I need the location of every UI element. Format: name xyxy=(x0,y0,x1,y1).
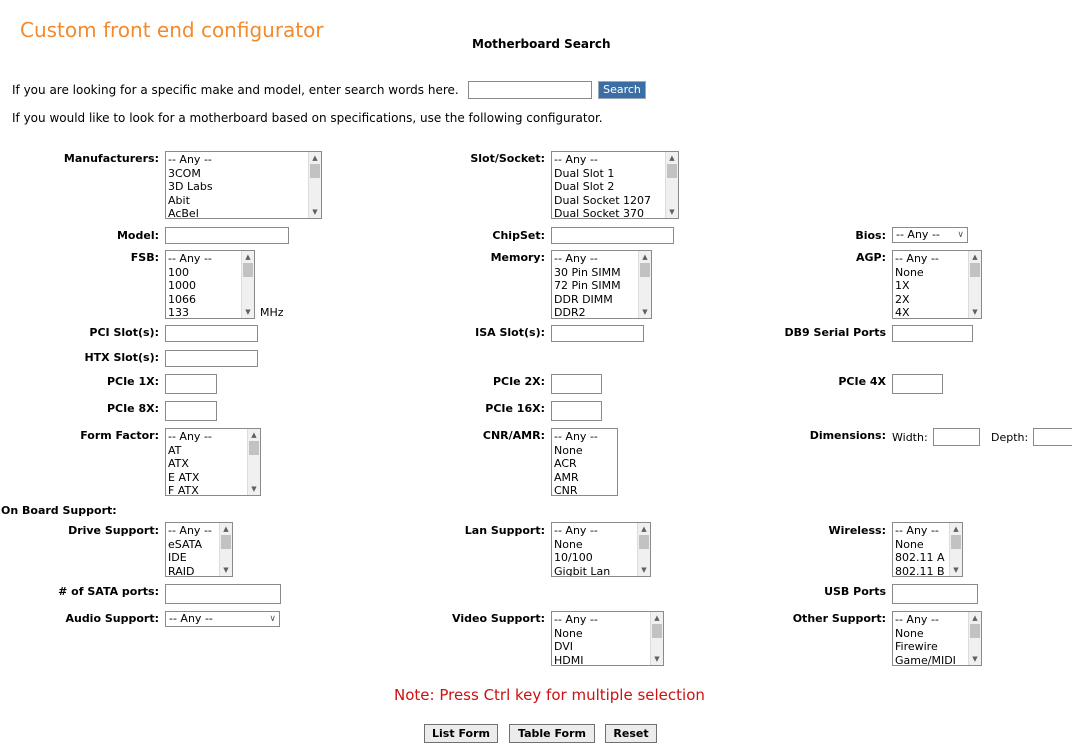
scroll-thumb[interactable] xyxy=(652,624,662,638)
chevron-down-icon[interactable]: ▼ xyxy=(641,566,647,574)
list-option[interactable]: 802.11 B xyxy=(895,564,945,577)
scrollbar[interactable] xyxy=(308,152,321,218)
list-option[interactable]: 3D Labs xyxy=(168,180,213,193)
model-label: Model: xyxy=(116,229,159,242)
chevron-down-icon[interactable]: ▼ xyxy=(312,208,318,216)
agp-label: AGP: xyxy=(855,251,886,264)
db9-serial-input[interactable] xyxy=(892,325,973,342)
list-option[interactable]: 4X xyxy=(895,306,910,319)
pci-slots-label: PCI Slot(s): xyxy=(89,326,159,339)
width-input[interactable] xyxy=(933,428,980,446)
chevron-up-icon[interactable]: ▲ xyxy=(654,614,660,622)
list-option[interactable]: 802.11 A xyxy=(895,551,945,564)
list-option[interactable]: 3COM xyxy=(168,166,201,180)
scroll-thumb[interactable] xyxy=(970,624,980,638)
list-option[interactable]: -- Any -- xyxy=(554,430,598,443)
list-option[interactable]: eSATA xyxy=(168,537,203,551)
chipset-label: ChipSet: xyxy=(492,229,545,242)
list-form-button[interactable]: List Form xyxy=(424,724,498,743)
manufacturers-label: Manufacturers: xyxy=(63,152,159,165)
list-option[interactable]: None xyxy=(554,537,583,551)
width-label: Width: xyxy=(892,431,928,444)
list-option[interactable]: Dual Socket 370 xyxy=(554,207,645,219)
list-option[interactable]: 133 xyxy=(168,306,189,319)
list-option[interactable]: DDR DIMM xyxy=(554,292,613,306)
list-option[interactable]: None xyxy=(554,626,583,640)
chevron-down-icon[interactable]: ▼ xyxy=(223,566,229,574)
htx-slots-input[interactable] xyxy=(165,350,258,367)
list-option[interactable]: 72 Pin SIMM xyxy=(554,279,621,292)
chevron-down-icon[interactable]: ▼ xyxy=(972,655,978,663)
scroll-thumb[interactable] xyxy=(667,164,677,178)
drive-support-label: Drive Support: xyxy=(68,524,159,537)
scrollbar[interactable] xyxy=(665,152,678,218)
bios-select[interactable] xyxy=(892,227,968,243)
pcie-16x-label: PCIe 16X: xyxy=(485,402,545,415)
bios-label: Bios: xyxy=(855,229,886,242)
search-input[interactable] xyxy=(468,81,592,99)
memory-listbox[interactable] xyxy=(551,250,652,319)
scrollbar[interactable] xyxy=(241,251,254,318)
form-factor-listbox[interactable] xyxy=(165,428,261,496)
list-option[interactable]: Game/MIDI xyxy=(895,653,956,666)
pcie-2x-input[interactable] xyxy=(551,374,602,394)
cnr-amr-label: CNR/AMR: xyxy=(482,429,545,442)
scroll-thumb[interactable] xyxy=(639,535,649,549)
list-option[interactable]: AMR xyxy=(554,470,579,484)
usb-ports-input[interactable] xyxy=(892,584,978,604)
sata-ports-input[interactable] xyxy=(165,584,281,604)
dimensions-label: Dimensions: xyxy=(809,429,886,442)
chevron-down-icon[interactable]: ▼ xyxy=(251,485,257,493)
chevron-down-icon: ∨ xyxy=(957,230,964,240)
list-option[interactable]: -- Any -- xyxy=(554,153,598,166)
scrollbar[interactable] xyxy=(949,523,962,576)
table-form-button[interactable]: Table Form xyxy=(509,724,595,743)
list-option[interactable]: Firewire xyxy=(895,640,938,653)
list-option[interactable]: DDR2 xyxy=(554,306,586,319)
brand-title: Custom front end configurator xyxy=(20,18,324,42)
depth-label: Depth: xyxy=(991,431,1029,444)
page-title: Motherboard Search xyxy=(472,37,611,51)
fsb-unit: MHz xyxy=(260,306,284,319)
list-option[interactable]: -- Any -- xyxy=(168,430,212,443)
pcie-2x-label: PCIe 2X: xyxy=(492,375,545,388)
chevron-down-icon[interactable]: ▼ xyxy=(669,208,675,216)
wireless-listbox[interactable] xyxy=(892,522,963,577)
isa-slots-input[interactable] xyxy=(551,325,644,342)
multi-select-note: Note: Press Ctrl key for multiple selection xyxy=(394,686,705,704)
list-option[interactable]: -- Any -- xyxy=(168,524,212,537)
chevron-down-icon[interactable]: ▼ xyxy=(642,308,648,316)
depth-input[interactable] xyxy=(1033,428,1072,446)
chipset-input[interactable] xyxy=(551,227,674,244)
chevron-up-icon[interactable]: ▲ xyxy=(641,525,647,533)
list-option[interactable]: None xyxy=(554,443,583,457)
list-option[interactable]: 10/100 xyxy=(554,551,593,564)
list-option[interactable]: -- Any -- xyxy=(168,252,212,265)
list-option[interactable]: ACR xyxy=(554,457,577,470)
chevron-up-icon[interactable]: ▲ xyxy=(251,431,257,439)
list-option[interactable]: Dual Slot 1 xyxy=(554,166,615,180)
chevron-down-icon[interactable]: ▼ xyxy=(245,308,251,316)
list-option[interactable]: -- Any -- xyxy=(554,252,598,265)
scrollbar[interactable] xyxy=(638,251,651,318)
chevron-down-icon: ∨ xyxy=(269,614,276,624)
chevron-up-icon[interactable]: ▲ xyxy=(312,154,318,162)
pcie-16x-input[interactable] xyxy=(551,401,602,421)
list-option[interactable]: None xyxy=(895,537,924,551)
list-option[interactable]: -- Any -- xyxy=(895,252,939,265)
scrollbar[interactable] xyxy=(968,612,981,665)
audio-support-label: Audio Support: xyxy=(65,612,159,625)
list-option[interactable]: Gigbit Lan xyxy=(554,564,611,577)
video-support-listbox[interactable] xyxy=(551,611,664,666)
pcie-8x-label: PCIe 8X: xyxy=(106,402,159,415)
list-option[interactable]: AT xyxy=(168,443,182,457)
slot-socket-label: Slot/Socket: xyxy=(470,152,545,165)
video-support-label: Video Support: xyxy=(452,612,545,625)
scroll-thumb[interactable] xyxy=(951,535,961,549)
reset-button[interactable]: Reset xyxy=(605,724,657,743)
list-option[interactable]: Dual Slot 2 xyxy=(554,180,615,193)
pcie-1x-label: PCIe 1X: xyxy=(106,375,159,388)
onboard-support-heading: On Board Support: xyxy=(1,504,117,517)
chevron-down-icon[interactable]: ▼ xyxy=(654,655,660,663)
scroll-thumb[interactable] xyxy=(970,263,980,277)
slot-socket-listbox[interactable] xyxy=(551,151,679,219)
list-option[interactable]: -- Any -- xyxy=(554,613,598,626)
chevron-up-icon[interactable]: ▲ xyxy=(972,253,978,261)
pci-slots-input[interactable] xyxy=(165,325,258,342)
list-option[interactable]: 30 Pin SIMM xyxy=(554,265,621,279)
list-option[interactable]: CNR xyxy=(554,484,578,496)
configurator-prompt: If you would like to look for a motherboard based on specifications, use the following configurator. xyxy=(12,111,603,125)
list-option[interactable]: F ATX xyxy=(168,484,199,496)
pcie-4x-label: PCIe 4X xyxy=(838,375,886,388)
chevron-down-icon[interactable]: ▼ xyxy=(953,566,959,574)
scroll-thumb[interactable] xyxy=(243,263,253,277)
model-input[interactable] xyxy=(165,227,289,244)
audio-support-select[interactable] xyxy=(165,611,280,627)
chevron-down-icon[interactable]: ▼ xyxy=(972,308,978,316)
htx-slots-label: HTX Slot(s): xyxy=(84,351,159,364)
list-option[interactable]: None xyxy=(895,626,924,640)
chevron-up-icon[interactable]: ▲ xyxy=(223,525,229,533)
list-option[interactable]: AcBel xyxy=(168,207,199,219)
pcie-8x-input[interactable] xyxy=(165,401,217,421)
list-option[interactable]: -- Any -- xyxy=(895,524,939,537)
pcie-4x-input[interactable] xyxy=(892,374,943,394)
list-option[interactable]: 1000 xyxy=(168,279,196,292)
chevron-up-icon[interactable]: ▲ xyxy=(245,253,251,261)
pcie-1x-input[interactable] xyxy=(165,374,217,394)
manufacturers-listbox[interactable] xyxy=(165,151,322,219)
list-option[interactable]: Abit xyxy=(168,193,190,207)
list-option[interactable]: E ATX xyxy=(168,470,200,484)
form-factor-label: Form Factor: xyxy=(80,429,159,442)
list-option[interactable]: 1X xyxy=(895,279,910,292)
usb-ports-label: USB Ports xyxy=(824,585,886,598)
scrollbar[interactable] xyxy=(968,251,981,318)
bios-selected-value: -- Any -- xyxy=(896,228,940,241)
list-option[interactable]: 2X xyxy=(895,292,910,306)
list-option[interactable]: Dual Socket 1207 xyxy=(554,193,652,207)
search-button[interactable]: Search xyxy=(598,81,646,99)
scrollbar[interactable] xyxy=(650,612,663,665)
fsb-listbox[interactable] xyxy=(165,250,255,319)
list-option[interactable]: ATX xyxy=(168,457,189,470)
list-option[interactable]: IDE xyxy=(168,551,187,564)
list-option[interactable]: HDMI xyxy=(554,653,584,666)
list-option[interactable]: -- Any -- xyxy=(168,153,212,166)
other-support-listbox[interactable] xyxy=(892,611,982,666)
fsb-label: FSB: xyxy=(130,251,159,264)
isa-slots-label: ISA Slot(s): xyxy=(475,326,545,339)
list-option[interactable]: -- Any -- xyxy=(895,613,939,626)
lan-support-label: Lan Support: xyxy=(464,524,545,537)
list-option[interactable]: None xyxy=(895,265,924,279)
other-support-label: Other Support: xyxy=(792,612,886,625)
list-option[interactable]: RAID xyxy=(168,564,195,577)
scrollbar[interactable] xyxy=(637,523,650,576)
scroll-thumb[interactable] xyxy=(310,164,320,178)
agp-listbox[interactable] xyxy=(892,250,982,319)
list-option[interactable]: 100 xyxy=(168,265,189,279)
search-prompt: If you are looking for a specific make and model, enter search words here. xyxy=(12,83,459,97)
list-option[interactable]: -- Any -- xyxy=(554,524,598,537)
drive-support-listbox[interactable] xyxy=(165,522,233,577)
lan-support-listbox[interactable] xyxy=(551,522,651,577)
scrollbar[interactable] xyxy=(247,429,260,495)
chevron-up-icon[interactable]: ▲ xyxy=(669,154,675,162)
list-option[interactable]: 1066 xyxy=(168,292,196,306)
db9-serial-label: DB9 Serial Ports xyxy=(784,326,886,339)
memory-label: Memory: xyxy=(490,251,545,264)
sata-ports-label: # of SATA ports: xyxy=(58,585,159,598)
chevron-up-icon[interactable]: ▲ xyxy=(953,525,959,533)
chevron-up-icon[interactable]: ▲ xyxy=(972,614,978,622)
cnr-amr-listbox[interactable] xyxy=(551,428,618,496)
wireless-label: Wireless: xyxy=(828,524,886,537)
scroll-thumb[interactable] xyxy=(249,441,259,455)
audio-selected-value: -- Any -- xyxy=(169,612,213,625)
scroll-thumb[interactable] xyxy=(221,535,231,549)
scrollbar[interactable] xyxy=(219,523,232,576)
scroll-thumb[interactable] xyxy=(640,263,650,277)
list-option[interactable]: DVI xyxy=(554,640,574,653)
chevron-up-icon[interactable]: ▲ xyxy=(642,253,648,261)
